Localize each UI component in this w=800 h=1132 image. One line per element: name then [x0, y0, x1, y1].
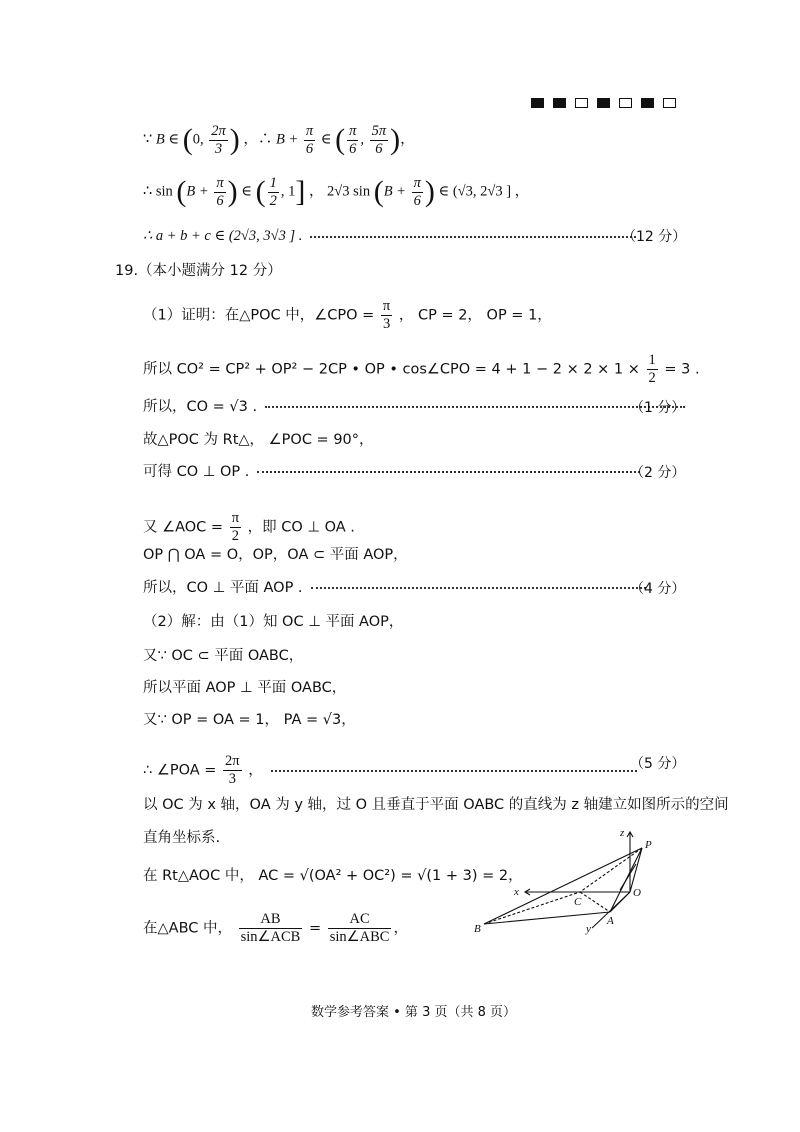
paren: (	[182, 123, 193, 156]
header-marks	[531, 96, 685, 112]
dot-leader	[310, 236, 636, 238]
in-symbol: ∈	[168, 131, 180, 148]
fraction	[304, 123, 315, 158]
expr: B +	[186, 183, 209, 200]
mark-black	[531, 98, 544, 108]
q19-line-9: （2）解：由（1）知 OC ⊥ 平面 AOP，	[143, 614, 404, 630]
in-symbol: ∈	[241, 183, 252, 200]
zero: 0,	[192, 131, 204, 148]
label-a: A	[607, 915, 614, 927]
q19-line-11: 所以平面 AOP ⊥ 平面 OABC，	[143, 680, 347, 696]
q19-line-3	[143, 397, 691, 417]
paren: (	[373, 175, 384, 208]
edge-ca	[580, 892, 610, 912]
fraction	[381, 298, 392, 333]
line-b-range: ∵ B ∈ (0, $\frac{2\pi}{3}$ ) ，∴ B + $\frac{\pi}{6}$ ∈ ( $\frac{\pi}{6}$ , $\frac{5\pi}{6}$ )，	[143, 122, 415, 157]
frac-den: 6	[413, 192, 421, 209]
paren: (	[335, 123, 346, 156]
label-z: z	[620, 827, 625, 839]
frac-num: π	[216, 174, 224, 191]
score-1: （1 分）	[630, 400, 686, 416]
expr: B +	[275, 131, 299, 148]
q19-line-7: OP ⋂ OA = O，OP，OA ⊂ 平面 AOP，	[143, 547, 408, 563]
text: ， CP = 2， OP = 1，	[398, 307, 552, 324]
text: 在△ABC 中，	[143, 920, 232, 937]
therefore-sin: ∴ sin	[143, 183, 173, 200]
frac-num: π	[305, 122, 314, 139]
label-b: B	[474, 923, 481, 935]
perimeter-text: ∴ a + b + c ∈ (2√3, 3√3 ] .	[143, 228, 303, 244]
paren: (	[176, 175, 187, 208]
fraction	[268, 175, 279, 210]
q19-line-12: 又∵ OP = OA = 1， PA = √3，	[143, 712, 356, 728]
fraction	[209, 123, 228, 158]
frac-den: 6	[375, 140, 383, 157]
paren: )	[424, 175, 435, 208]
text: ∴ ∠POA =	[143, 762, 217, 779]
frac-num: AB	[239, 911, 303, 929]
frac-den: 2	[269, 192, 277, 209]
fraction	[412, 175, 423, 210]
q19-line-6	[143, 510, 355, 545]
fraction	[214, 175, 225, 210]
frac-num: π	[231, 510, 240, 526]
paren: (	[255, 175, 266, 208]
mark-white	[663, 98, 676, 108]
frac-den: 6	[349, 140, 357, 157]
frac-num: 2π	[225, 753, 240, 769]
dot-leader	[311, 587, 646, 589]
mark-black	[641, 98, 654, 108]
q19-line-14: 以 OC 为 x 轴，OA 为 y 轴，过 O 且垂直于平面 OABC 的直线为 z 轴建立如图所示的空间	[143, 797, 729, 813]
expr: ， 2√3 sin	[308, 183, 371, 200]
paren: )	[390, 123, 401, 156]
frac-den: 6	[305, 140, 314, 157]
frac-den: sin∠ACB	[240, 929, 301, 945]
edge-ba	[484, 912, 610, 924]
mark-black	[553, 98, 566, 108]
q19-line-2	[143, 352, 700, 387]
one: , 1	[280, 183, 296, 200]
text: 又 ∠AOC =	[143, 519, 224, 536]
label-x: x	[514, 886, 519, 898]
q19-line-15: 直角坐标系.	[143, 830, 221, 846]
score-5: （5 分）	[630, 756, 686, 772]
text: ，	[248, 762, 263, 779]
fraction	[647, 352, 658, 387]
equals: =	[308, 920, 322, 937]
q19-line-8	[143, 578, 652, 598]
q19-line-16: 在 Rt△AOC 中， AC = √(OA² + OC²) = √(1 + 3) = 2，	[143, 868, 523, 884]
label-o: O	[633, 887, 641, 899]
page-footer: 数学参考答案 • 第 3 页（共 8 页）	[311, 1005, 517, 1020]
text: 所以，CO ⊥ 平面 AOP .	[143, 580, 303, 596]
punct: ，	[400, 131, 415, 148]
text: 所以，CO = √3 .	[143, 399, 258, 415]
frac-num: 1	[648, 352, 656, 368]
frac-den: 3	[214, 140, 223, 157]
q19-line-13	[143, 753, 643, 788]
frac-num: AC	[328, 911, 392, 929]
text: 可得 CO ⊥ OP .	[143, 464, 250, 480]
expr: B +	[383, 183, 406, 200]
frac-num: 1	[269, 174, 277, 191]
dot-leader	[271, 770, 637, 772]
frac-den: 3	[382, 316, 391, 332]
frac-num: π	[413, 174, 421, 191]
fraction	[239, 911, 303, 946]
q19-line-4: 故△POC 为 Rt△， ∠POC = 90°，	[143, 432, 374, 448]
score-12: （12 分）	[622, 229, 687, 245]
coordinate-figure	[470, 820, 690, 945]
therefore-symbol: ，∴	[243, 131, 273, 148]
line-perimeter-range	[143, 226, 642, 246]
label-c: C	[574, 896, 582, 908]
q19-line-17	[143, 911, 408, 946]
score-4: （4 分）	[630, 581, 686, 597]
line-sin-range	[143, 172, 529, 212]
mark-black	[597, 98, 610, 108]
text: ，即 CO ⊥ OA .	[247, 519, 355, 536]
q19-line-5	[143, 462, 646, 482]
range: ∈ (√3, 2√3 ] ，	[438, 183, 530, 200]
var-b: B	[155, 131, 165, 148]
paren: ]	[295, 175, 306, 208]
because-symbol: ∵	[143, 131, 153, 148]
fraction	[223, 753, 242, 788]
fraction	[347, 123, 358, 158]
paren: )	[227, 175, 238, 208]
q19-line-10: 又∵ OC ⊂ 平面 OABC，	[143, 648, 304, 664]
text: 所以 CO² = CP² + OP² − 2CP • OP • cos∠CPO = 4 + 1 − 2 × 2 × 1 ×	[143, 361, 640, 378]
label-p: P	[645, 839, 652, 851]
dot-leader	[257, 471, 640, 473]
mark-white	[619, 98, 632, 108]
dot-leader	[265, 406, 685, 408]
frac-den: 2	[231, 528, 239, 544]
frac-den: 6	[216, 192, 224, 209]
frac-den: 2	[648, 370, 656, 386]
text: ，	[393, 920, 408, 937]
frac-num: 5π	[371, 122, 387, 139]
mark-white	[575, 98, 588, 108]
frac-num: π	[349, 122, 357, 139]
question-title: 19.（本小题满分 12 分）	[115, 263, 282, 279]
text: （1）证明：在△POC 中，∠CPO =	[143, 307, 375, 324]
q19-line-1	[143, 298, 552, 333]
frac-den: 3	[228, 771, 236, 787]
fraction	[370, 123, 389, 158]
fraction	[328, 911, 392, 946]
label-y: y	[586, 923, 591, 935]
fraction	[230, 510, 241, 545]
text: = 3 .	[664, 361, 700, 378]
frac-num: 2π	[211, 122, 226, 139]
edge-pb	[484, 848, 642, 924]
paren: )	[229, 123, 240, 156]
frac-num: π	[382, 298, 391, 314]
score-2: （2 分）	[630, 465, 686, 481]
frac-den: sin∠ABC	[329, 929, 390, 945]
edge-oa	[610, 892, 630, 912]
